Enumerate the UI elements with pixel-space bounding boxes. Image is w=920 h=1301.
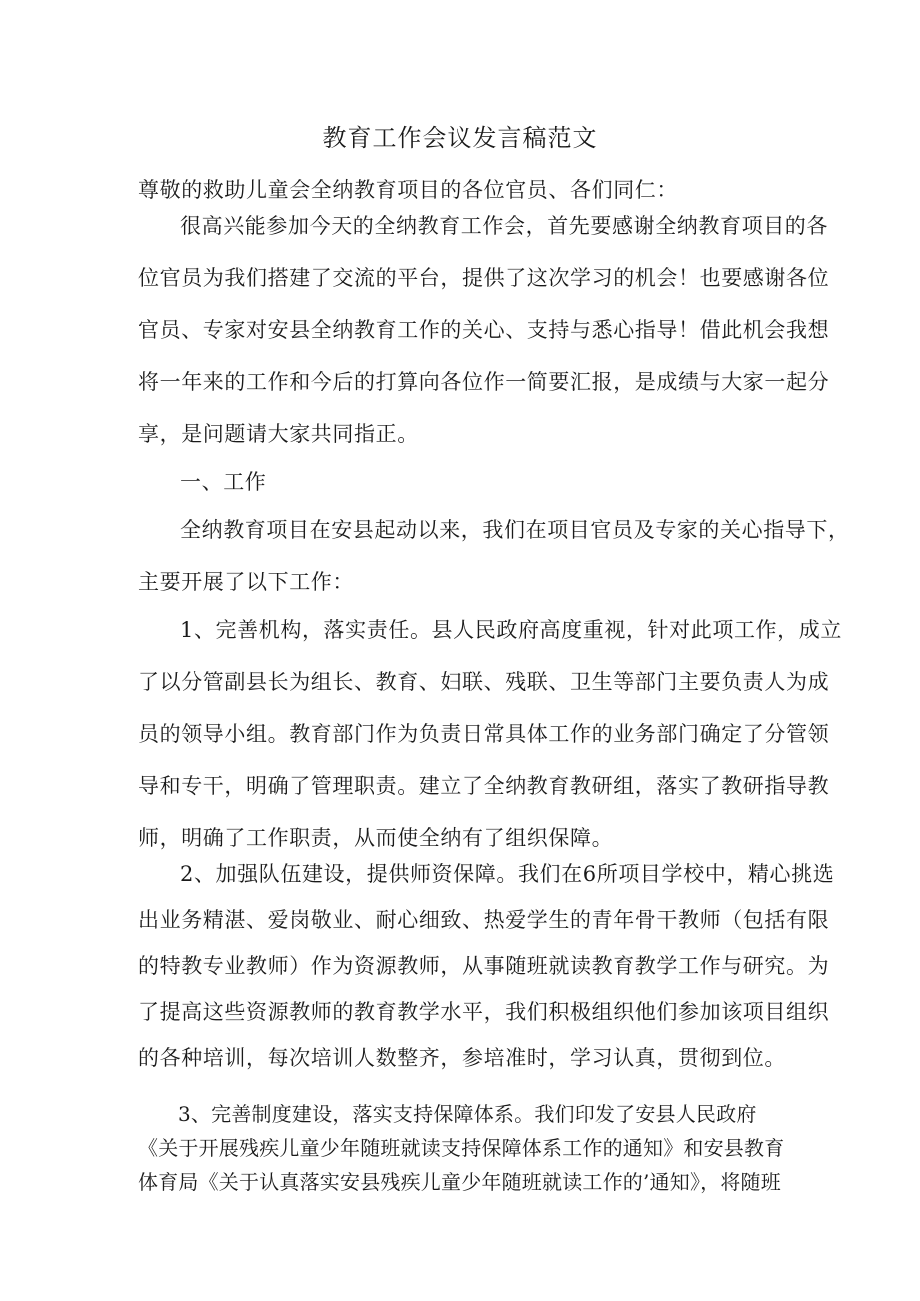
paragraph-line: 官员、专家对安县全纳教育工作的关心、支持与悉心指导！借此机会我想 — [138, 318, 830, 342]
paragraph-line: 3、完善制度建设，落实支持保障体系。我们印发了安县人民政府 — [178, 1102, 757, 1126]
paragraph-line: 出业务精湛、爱岗敬业、耐心细致、热爱学生的青年骨干教师（包括有限 — [138, 908, 830, 932]
paragraph-line: 享，是问题请大家共同指正。 — [138, 422, 419, 446]
paragraph-line: 的各种培训，每次培训人数整齐，参培准时，学习认真，贯彻到位。 — [138, 1046, 786, 1070]
salutation: 尊敬的救助儿童会全纳教育项目的各位官员、各们同仁： — [138, 178, 678, 202]
paragraph-line: 了提高这些资源教师的教育教学水平，我们积极组织他们参加该项目组织 — [138, 1000, 830, 1024]
paragraph-line: 导和专干，明确了管理职责。建立了全纳教育教研组，落实了教研指导教 — [138, 774, 830, 798]
paragraph-line: 1、完善机构，落实责任。县人民政府高度重视，针对此项工作，成立 — [180, 618, 842, 642]
paragraph-line: 主要开展了以下工作： — [138, 570, 354, 594]
paragraph-line: 《关于开展残疾儿童少年随班就读支持保障体系工作的通知》和安县教育 — [138, 1136, 785, 1160]
section-heading: 一、工作 — [180, 470, 267, 494]
paragraph-line: 师，明确了工作职责，从而使全纳有了组织保障。 — [138, 826, 614, 850]
paragraph-line: 很高兴能参加今天的全纳教育工作会，首先要感谢全纳教育项目的各 — [180, 214, 828, 238]
paragraph-line: 体育局《关于认真落实安县残疾儿童少年随班就读工作的’通知》，将随班 — [138, 1170, 781, 1194]
paragraph-line: 位官员为我们搭建了交流的平台，提供了这次学习的机会！也要感谢各位 — [138, 266, 830, 290]
paragraph-line: 全纳教育项目在安县起动以来，我们在项目官员及专家的关心指导下， — [180, 518, 850, 542]
paragraph-line: 将一年来的工作和今后的打算向各位作一简要汇报，是成绩与大家一起分 — [138, 370, 830, 394]
document-title: 教育工作会议发言稿范文 — [322, 124, 598, 152]
paragraph-line: 2、加强队伍建设，提供师资保障。我们在6所项目学校中，精心挑选 — [180, 862, 835, 886]
paragraph-line: 了以分管副县长为组长、教育、妇联、残联、卫生等部门主要负责人为成 — [138, 670, 830, 694]
paragraph-line: 的特教专业教师）作为资源教师，从事随班就读教育教学工作与研究。为 — [138, 954, 830, 978]
paragraph-line: 员的领导小组。教育部门作为负责日常具体工作的业务部门确定了分管领 — [138, 722, 830, 746]
